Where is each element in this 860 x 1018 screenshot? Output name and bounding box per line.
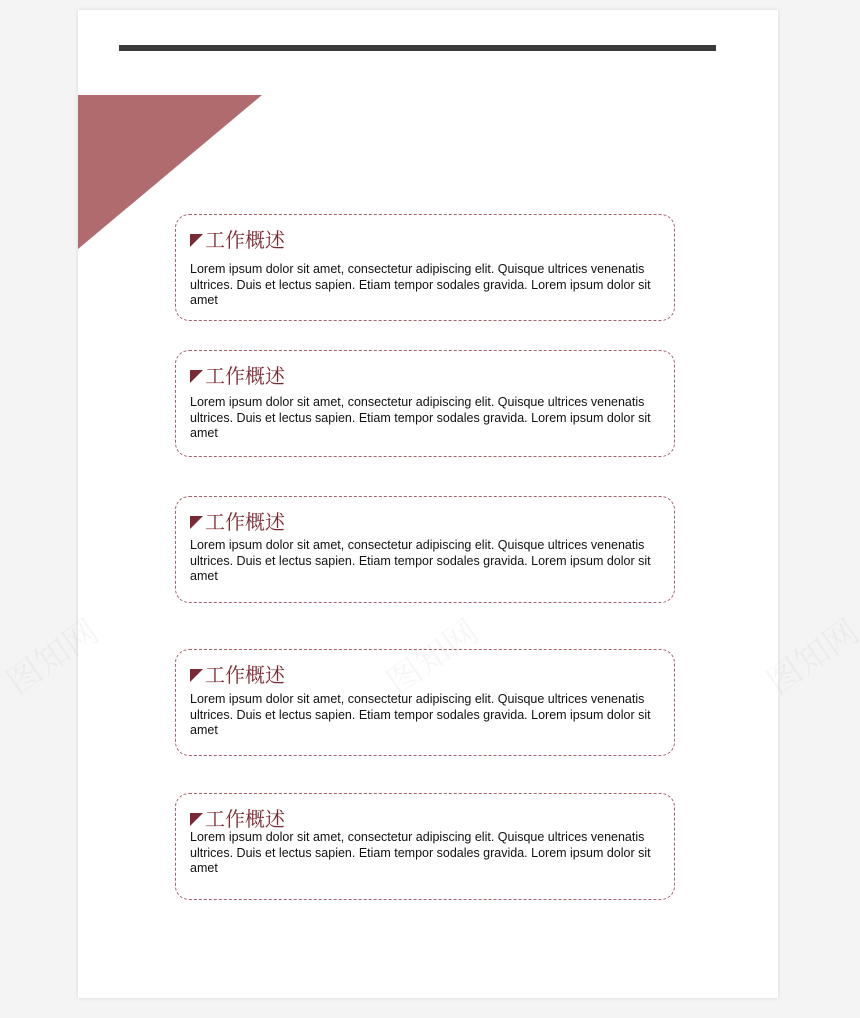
- card-title: 工作概述: [205, 510, 285, 534]
- card-body: Lorem ipsum dolor sit amet, consectetur adipiscing elit. Quisque ultrices venenatis ultrices. Duis et lectus sapien. Etiam tempor sodales gravida. Lorem ipsum dolor sit amet: [190, 830, 651, 875]
- card-title: 工作概述: [205, 228, 285, 252]
- flag-icon: [190, 516, 203, 529]
- top-rule: [119, 45, 716, 51]
- flag-icon: [190, 234, 203, 247]
- flag-icon: [190, 813, 203, 826]
- flag-icon: [190, 370, 203, 383]
- section-card: [175, 793, 675, 900]
- card-title: 工作概述: [205, 807, 285, 831]
- card-title: 工作概述: [205, 364, 285, 388]
- card-header: [190, 663, 285, 687]
- flag-icon: [190, 669, 203, 682]
- card-body: Lorem ipsum dolor sit amet, consectetur adipiscing elit. Quisque ultrices venenatis ultrices. Duis et lectus sapien. Etiam tempor sodales gravida. Lorem ipsum dolor sit amet: [190, 538, 651, 583]
- document-page: [78, 10, 778, 998]
- card-header: [190, 228, 285, 252]
- card-header: [190, 510, 285, 534]
- section-card: [175, 496, 675, 603]
- card-body: Lorem ipsum dolor sit amet, consectetur adipiscing elit. Quisque ultrices venenatis ultrices. Duis et lectus sapien. Etiam tempor sodales gravida. Lorem ipsum dolor sit amet: [190, 692, 651, 737]
- card-title: 工作概述: [205, 663, 285, 687]
- card-body: Lorem ipsum dolor sit amet, consectetur adipiscing elit. Quisque ultrices venenatis ultrices. Duis et lectus sapien. Etiam tempor sodales gravida. Lorem ipsum dolor sit amet: [190, 262, 651, 307]
- section-card: [175, 649, 675, 756]
- card-header: [190, 364, 285, 388]
- card-header: [190, 807, 285, 831]
- card-body: Lorem ipsum dolor sit amet, consectetur adipiscing elit. Quisque ultrices venenatis ultrices. Duis et lectus sapien. Etiam tempor sodales gravida. Lorem ipsum dolor sit amet: [190, 395, 651, 440]
- section-card: [175, 350, 675, 457]
- section-card: [175, 214, 675, 321]
